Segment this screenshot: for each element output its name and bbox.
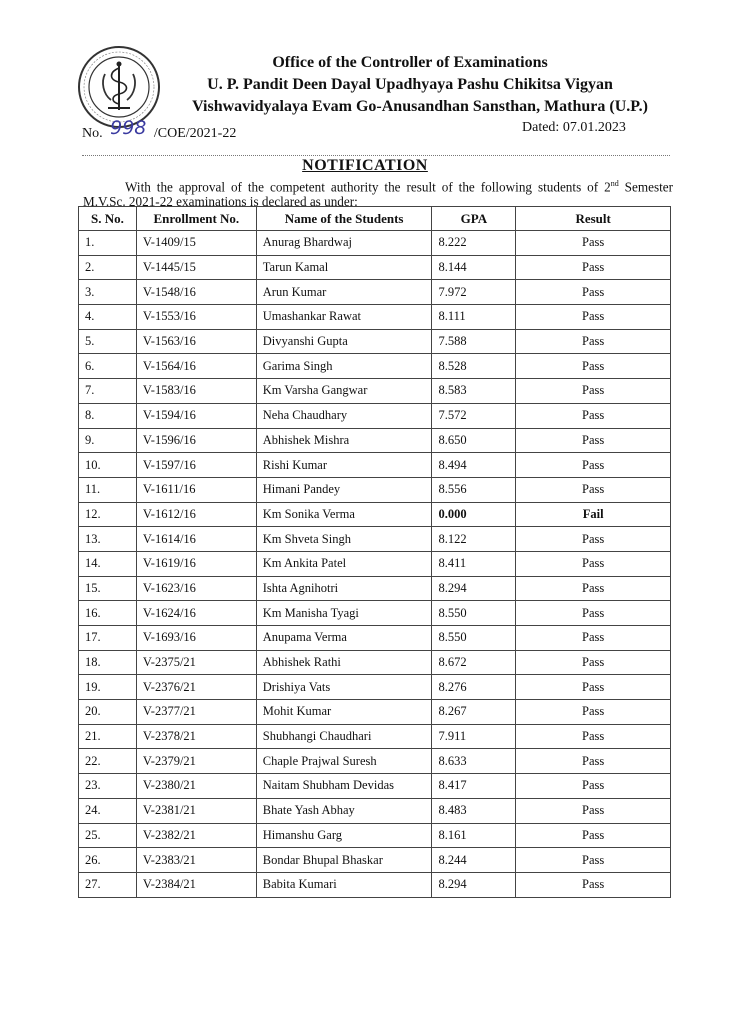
table-row xyxy=(79,675,671,700)
letterhead xyxy=(160,52,660,118)
cell-enrollment: V-2378/21 xyxy=(136,724,256,749)
cell-sno: 11. xyxy=(79,477,137,502)
cell-gpa: 8.483 xyxy=(432,798,516,823)
cell-sno: 5. xyxy=(79,329,137,354)
cell-name: Rishi Kumar xyxy=(256,453,432,478)
cell-enrollment: V-1612/16 xyxy=(136,502,256,527)
table-row xyxy=(79,354,671,379)
table-row xyxy=(79,626,671,651)
cell-gpa: 8.556 xyxy=(432,477,516,502)
table-row xyxy=(79,403,671,428)
cell-gpa: 8.583 xyxy=(432,379,516,404)
cell-sno: 4. xyxy=(79,305,137,330)
cell-enrollment: V-2380/21 xyxy=(136,774,256,799)
cell-gpa: 8.650 xyxy=(432,428,516,453)
cell-name: Km Manisha Tyagi xyxy=(256,601,432,626)
cell-result: Pass xyxy=(516,626,671,651)
cell-gpa: 7.572 xyxy=(432,403,516,428)
cell-result: Pass xyxy=(516,774,671,799)
cell-name: Anupama Verma xyxy=(256,626,432,651)
cell-name: Shubhangi Chaudhari xyxy=(256,724,432,749)
cell-result: Pass xyxy=(516,379,671,404)
issue-date: Dated: 07.01.2023 xyxy=(522,120,626,135)
cell-name: Babita Kumari xyxy=(256,872,432,897)
cell-sno: 2. xyxy=(79,255,137,280)
cell-sno: 10. xyxy=(79,453,137,478)
table-row xyxy=(79,305,671,330)
cell-enrollment: V-1619/16 xyxy=(136,551,256,576)
cell-sno: 23. xyxy=(79,774,137,799)
header-sno: S. No. xyxy=(79,207,137,231)
table-row xyxy=(79,576,671,601)
cell-gpa: 8.672 xyxy=(432,650,516,675)
cell-enrollment: V-2382/21 xyxy=(136,823,256,848)
cell-gpa: 8.161 xyxy=(432,823,516,848)
cell-name: Himani Pandey xyxy=(256,477,432,502)
cell-name: Naitam Shubham Devidas xyxy=(256,774,432,799)
cell-sno: 17. xyxy=(79,626,137,651)
reference-number xyxy=(82,117,237,142)
cell-name: Anurag Bhardwaj xyxy=(256,231,432,256)
cell-result: Pass xyxy=(516,749,671,774)
cell-name: Abhishek Rathi xyxy=(256,650,432,675)
cell-gpa: 8.276 xyxy=(432,675,516,700)
cell-result: Pass xyxy=(516,848,671,873)
cell-result: Pass xyxy=(516,700,671,725)
cell-name: Bhate Yash Abhay xyxy=(256,798,432,823)
cell-name: Arun Kumar xyxy=(256,280,432,305)
cell-result: Pass xyxy=(516,650,671,675)
cell-enrollment: V-1623/16 xyxy=(136,576,256,601)
table-row xyxy=(79,477,671,502)
cell-name: Mohit Kumar xyxy=(256,700,432,725)
cell-sno: 22. xyxy=(79,749,137,774)
cell-gpa: 8.550 xyxy=(432,626,516,651)
cell-gpa: 8.267 xyxy=(432,700,516,725)
cell-enrollment: V-1693/16 xyxy=(136,626,256,651)
table-row xyxy=(79,231,671,256)
table-row xyxy=(79,700,671,725)
cell-result: Pass xyxy=(516,724,671,749)
cell-name: Km Shveta Singh xyxy=(256,527,432,552)
cell-sno: 24. xyxy=(79,798,137,823)
cell-result: Pass xyxy=(516,305,671,330)
cell-name: Ishta Agnihotri xyxy=(256,576,432,601)
cell-sno: 7. xyxy=(79,379,137,404)
cell-result: Pass xyxy=(516,576,671,601)
cell-gpa: 8.528 xyxy=(432,354,516,379)
cell-result: Pass xyxy=(516,231,671,256)
cell-result: Pass xyxy=(516,675,671,700)
cell-result: Fail xyxy=(516,502,671,527)
cell-sno: 27. xyxy=(79,872,137,897)
cell-sno: 21. xyxy=(79,724,137,749)
university-name-line1: U. P. Pandit Deen Dayal Upadhyaya Pashu Chikitsa Vigyan xyxy=(207,76,613,93)
header-enrollment: Enrollment No. xyxy=(136,207,256,231)
cell-name: Umashankar Rawat xyxy=(256,305,432,330)
table-row xyxy=(79,527,671,552)
table-header-row xyxy=(79,207,671,231)
cell-name: Neha Chaudhary xyxy=(256,403,432,428)
handwritten-number: 998 xyxy=(110,117,147,139)
cell-result: Pass xyxy=(516,453,671,478)
cell-enrollment: V-1564/16 xyxy=(136,354,256,379)
cell-enrollment: V-1597/16 xyxy=(136,453,256,478)
cell-gpa: 7.588 xyxy=(432,329,516,354)
cell-enrollment: V-2383/21 xyxy=(136,848,256,873)
table-row xyxy=(79,379,671,404)
cell-result: Pass xyxy=(516,551,671,576)
results-table xyxy=(78,206,671,898)
table-row xyxy=(79,798,671,823)
cell-gpa: 8.222 xyxy=(432,231,516,256)
cell-enrollment: V-2381/21 xyxy=(136,798,256,823)
cell-gpa: 8.111 xyxy=(432,305,516,330)
cell-sno: 20. xyxy=(79,700,137,725)
table-row xyxy=(79,502,671,527)
cell-result: Pass xyxy=(516,255,671,280)
cell-enrollment: V-2375/21 xyxy=(136,650,256,675)
cell-enrollment: V-1445/15 xyxy=(136,255,256,280)
divider xyxy=(82,155,670,156)
cell-sno: 9. xyxy=(79,428,137,453)
cell-result: Pass xyxy=(516,872,671,897)
table-row xyxy=(79,749,671,774)
cell-gpa: 8.550 xyxy=(432,601,516,626)
table-row xyxy=(79,280,671,305)
cell-enrollment: V-2379/21 xyxy=(136,749,256,774)
cell-sno: 6. xyxy=(79,354,137,379)
table-row xyxy=(79,428,671,453)
cell-gpa: 8.122 xyxy=(432,527,516,552)
cell-result: Pass xyxy=(516,477,671,502)
cell-name: Km Sonika Verma xyxy=(256,502,432,527)
cell-enrollment: V-2384/21 xyxy=(136,872,256,897)
cell-enrollment: V-1611/16 xyxy=(136,477,256,502)
table-row xyxy=(79,255,671,280)
table-row xyxy=(79,650,671,675)
cell-name: Tarun Kamal xyxy=(256,255,432,280)
intro-text-b: Semester M.V.Sc. 2021-22 examinations is declared as under: xyxy=(83,179,674,210)
cell-sno: 15. xyxy=(79,576,137,601)
cell-result: Pass xyxy=(516,798,671,823)
cell-sno: 1. xyxy=(79,231,137,256)
cell-enrollment: V-1596/16 xyxy=(136,428,256,453)
notification-title: NOTIFICATION xyxy=(302,157,428,174)
cell-enrollment: V-1548/16 xyxy=(136,280,256,305)
cell-name: Chaple Prajwal Suresh xyxy=(256,749,432,774)
cell-gpa: 8.144 xyxy=(432,255,516,280)
cell-sno: 12. xyxy=(79,502,137,527)
cell-name: Drishiya Vats xyxy=(256,675,432,700)
cell-sno: 14. xyxy=(79,551,137,576)
cell-result: Pass xyxy=(516,329,671,354)
cell-name: Divyanshi Gupta xyxy=(256,329,432,354)
table-row xyxy=(79,453,671,478)
cell-sno: 3. xyxy=(79,280,137,305)
cell-enrollment: V-2377/21 xyxy=(136,700,256,725)
intro-superscript: nd xyxy=(610,179,619,188)
table-row xyxy=(79,848,671,873)
cell-sno: 19. xyxy=(79,675,137,700)
header-name: Name of the Students xyxy=(256,207,432,231)
cell-name: Abhishek Mishra xyxy=(256,428,432,453)
table-row xyxy=(79,601,671,626)
cell-enrollment: V-2376/21 xyxy=(136,675,256,700)
table-row xyxy=(79,872,671,897)
cell-gpa: 8.411 xyxy=(432,551,516,576)
cell-enrollment: V-1583/16 xyxy=(136,379,256,404)
table-row xyxy=(79,774,671,799)
cell-sno: 25. xyxy=(79,823,137,848)
cell-gpa: 8.633 xyxy=(432,749,516,774)
cell-gpa: 8.494 xyxy=(432,453,516,478)
cell-gpa: 8.417 xyxy=(432,774,516,799)
cell-sno: 26. xyxy=(79,848,137,873)
cell-gpa: 8.294 xyxy=(432,872,516,897)
reference-prefix: No. xyxy=(82,126,103,141)
cell-gpa: 7.911 xyxy=(432,724,516,749)
cell-result: Pass xyxy=(516,403,671,428)
cell-gpa: 7.972 xyxy=(432,280,516,305)
cell-gpa: 0.000 xyxy=(432,502,516,527)
cell-sno: 18. xyxy=(79,650,137,675)
table-row xyxy=(79,551,671,576)
cell-name: Km Varsha Gangwar xyxy=(256,379,432,404)
header-gpa: GPA xyxy=(432,207,516,231)
cell-sno: 8. xyxy=(79,403,137,428)
cell-name: Bondar Bhupal Bhaskar xyxy=(256,848,432,873)
table-row xyxy=(79,724,671,749)
cell-name: Himanshu Garg xyxy=(256,823,432,848)
cell-gpa: 8.294 xyxy=(432,576,516,601)
table-row xyxy=(79,329,671,354)
cell-result: Pass xyxy=(516,428,671,453)
intro-text-a: With the approval of the competent authority the result of the following students of 2 xyxy=(125,179,611,195)
cell-gpa: 8.244 xyxy=(432,848,516,873)
table-row xyxy=(79,823,671,848)
cell-result: Pass xyxy=(516,354,671,379)
cell-sno: 13. xyxy=(79,527,137,552)
cell-enrollment: V-1614/16 xyxy=(136,527,256,552)
cell-result: Pass xyxy=(516,823,671,848)
cell-enrollment: V-1594/16 xyxy=(136,403,256,428)
cell-name: Garima Singh xyxy=(256,354,432,379)
header-result: Result xyxy=(516,207,671,231)
university-name-line2: Vishwavidyalaya Evam Go-Anusandhan Sansthan, Mathura (U.P.) xyxy=(192,98,648,115)
cell-enrollment: V-1563/16 xyxy=(136,329,256,354)
cell-enrollment: V-1624/16 xyxy=(136,601,256,626)
cell-result: Pass xyxy=(516,280,671,305)
notification-intro xyxy=(83,176,673,209)
cell-result: Pass xyxy=(516,527,671,552)
cell-name: Km Ankita Patel xyxy=(256,551,432,576)
office-title: Office of the Controller of Examinations xyxy=(272,54,548,71)
cell-enrollment: V-1553/16 xyxy=(136,305,256,330)
reference-suffix: /COE/2021-22 xyxy=(153,126,237,141)
cell-sno: 16. xyxy=(79,601,137,626)
cell-enrollment: V-1409/15 xyxy=(136,231,256,256)
cell-result: Pass xyxy=(516,601,671,626)
